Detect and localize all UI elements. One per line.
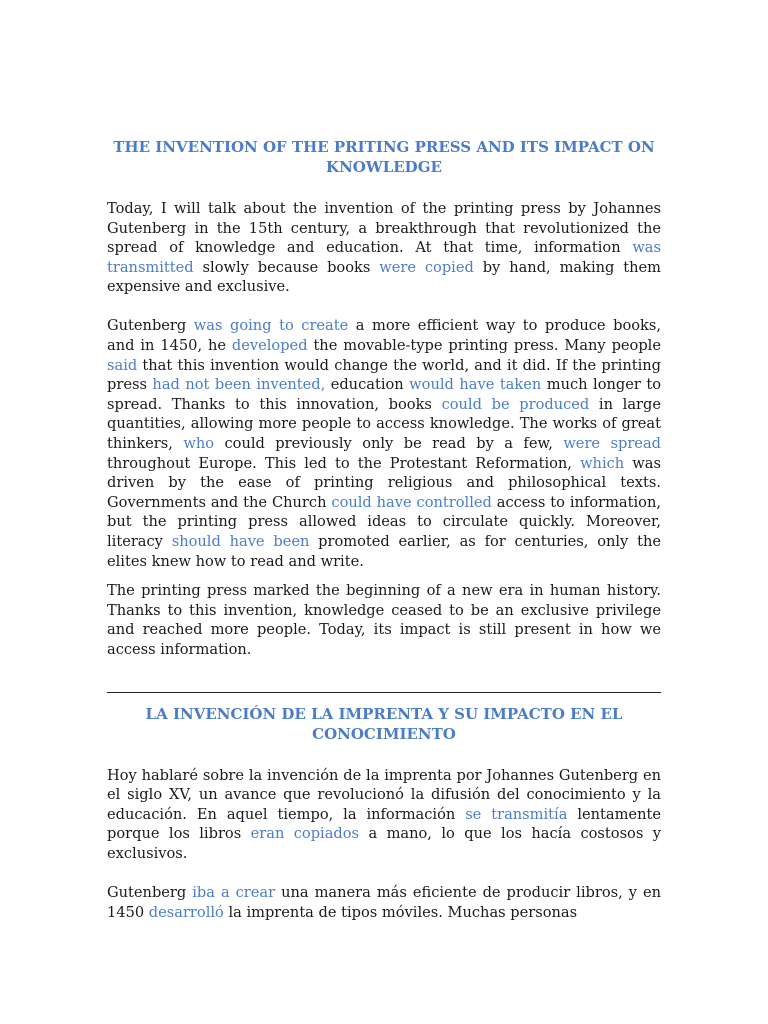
english-paragraph-2 [107,316,661,571]
text-run: slowly because books [193,258,380,276]
text-run: was driven by the ease of printing religious and philosophical texts. Governments and the Church [107,454,661,511]
text-run: by hand, making them expensive and exclusive. [107,258,661,296]
text-run: promoted earlier, as for centuries, only the elites knew how to read and write. [107,533,661,570]
text-run: Gutenberg [107,317,194,335]
text-run: the movable-type printing press. Many people [307,337,661,355]
text-run: a mano, lo que los hacía costosos y exclusivos. [107,825,661,862]
english-paragraph-3 [107,581,661,659]
text-run: that this invention would change the world, and it did. If the printing press [107,356,661,394]
highlighted-verb-phrase: had not been invented, [152,376,326,394]
highlighted-verb-phrase: said [107,356,138,374]
highlighted-verb-phrase: which [580,454,625,472]
highlighted-verb-phrase: would have taken [409,376,542,394]
text-run: education [325,376,410,394]
highlighted-verb-phrase: was transmitted [107,239,661,276]
highlighted-verb-phrase: were copied [379,258,474,276]
text-run: access to information, but the printing press allowed ideas to circulate quickly. Moreover, literacy [107,493,661,550]
highlighted-verb-phrase: eran copiados [250,825,360,843]
text-run: lentamente porque los libros [107,805,661,843]
highlighted-verb-phrase: se transmitía [465,805,568,823]
highlighted-verb-phrase: should have been [171,533,310,550]
highlighted-verb-phrase: could be produced [441,395,590,413]
text-run: una manera más eficiente de producir libros, y en 1450 [107,884,662,921]
text-run: could previously only be read by a few, [214,435,564,453]
spanish-title: LA INVENCIÓN DE LA IMPRENTA Y SU IMPACTO EN EL CONOCIMIENTO [145,704,623,743]
highlighted-verb-phrase: iba a crear [192,884,276,902]
highlighted-verb-phrase: who [183,435,215,453]
text-run: Hoy hablaré sobre la invención de la imprenta por Johannes Gutenberg en el siglo XV, un avance que revolucionó la difusión del conocimiento y la educación. En aquel tiempo, la información [107,766,661,823]
spanish-paragraph-2 [107,883,661,922]
highlighted-verb-phrase: were spread [563,435,661,453]
text-run: throughout Europe. This led to the Protestant Reformation, [107,454,581,472]
english-paragraph-1 [107,199,661,297]
text-run: in large quantities, allowing more people to access knowledge. The works of great thinkers, [107,395,661,453]
highlighted-verb-phrase: could have controlled [331,493,492,511]
text-run: much longer to spread. Thanks to this innovation, books [107,376,661,413]
text-run: la imprenta de tipos móviles. Muchas personas [223,903,578,921]
highlighted-verb-phrase: was going to create [193,317,349,335]
text-run: Gutenberg [107,884,193,902]
document-content [107,137,661,922]
spanish-paragraph-1 [107,766,661,864]
highlighted-verb-phrase: developed [231,337,308,355]
highlighted-verb-phrase: desarrolló [148,903,224,921]
text-run: a more efficient way to produce books, and in 1450, he [107,317,661,355]
english-title: THE INVENTION OF THE PRITING PRESS AND ITS IMPACT ON KNOWLEDGE [113,138,655,176]
text-run: The printing press marked the beginning of a new era in human history. Thanks to this invention, knowledge ceased to be an exclusive privilege and reached more people. Today, its impact is still present in how we access information. [107,582,661,658]
text-run: Today, I will talk about the invention of the printing press by Johannes Gutenberg in the 15th century, a breakthrough that revolutionized the spread of knowledge and education. At that time, information [107,200,661,257]
